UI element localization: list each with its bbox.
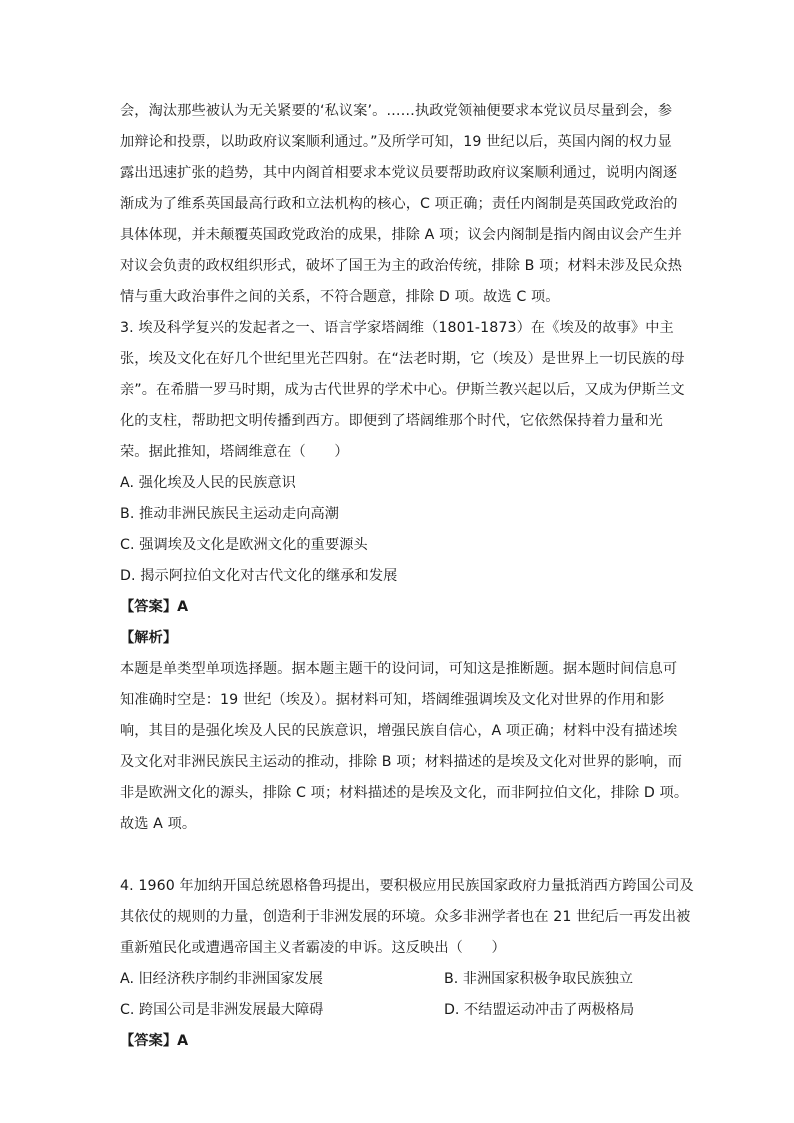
option-a: A. 旧经济秩序制约非洲国家发展 — [120, 971, 323, 987]
text-line: 加辩论和投票，以助政府议案顺利通过。”及所学可知，19 世纪以后，英国内阁的权力显 — [120, 134, 672, 150]
text-line: 情与重大政治事件之间的关系，不符合题意，排除 D 项。故选 C 项。 — [120, 289, 560, 305]
analysis-line: 知准确时空是：19 世纪（埃及）。据材料可知，塔阔维强调埃及文化对世界的作用和影 — [120, 692, 665, 708]
previous-analysis — [120, 96, 680, 313]
text-line: 会，淘汰那些被认为无关紧要的‘私议案’。……执政党领袖便要求本党议员尽量到会，参 — [120, 103, 673, 119]
option-d: D. 揭示阿拉伯文化对古代文化的继承和发展 — [120, 568, 398, 584]
question-stem-line: 重新殖民化或遭遇帝国主义者霸凌的申诉。这反映出（ ） — [120, 940, 506, 956]
analysis-line: 响，其目的是强化埃及人民的民族意识，增强民族自信心，A 项正确；材料中没有描述埃 — [120, 723, 678, 739]
answer-label: 【答案】A — [120, 599, 189, 615]
analysis-line: 及文化对非洲民族民主运动的推动，排除 B 项；材料描述的是埃及文化对世界的影响，而 — [120, 754, 682, 770]
option-c: C. 跨国公司是非洲发展最大障碍 — [120, 1002, 324, 1018]
text-line: 露出迅速扩张的趋势，其中内阁首相要求本党议员要帮助政府议案顺利通过，说明内阁逐 — [120, 165, 678, 181]
question-4 — [120, 871, 694, 1057]
text-line: 对议会负责的政权组织形式，破坏了国王为主的政治传统，排除 B 项；材料未涉及民众热 — [120, 258, 682, 274]
question-stem-line: 4. 1960 年加纳开国总统恩格鲁玛提出，要积极应用民族国家政府力量抵消西方跨国公司及 — [120, 878, 694, 894]
text-line: 具体体现，并未颠覆英国政党政治的成果，排除 A 项；议会内阁制是指内阁由议会产生并 — [120, 227, 682, 243]
question-stem-line: 化的支柱，帮助把文明传播到西方。即便到了塔阔维那个时代，它依然保持着力量和光 — [120, 413, 663, 429]
question-3 — [120, 313, 689, 840]
option-d: D. 不结盟运动冲击了两极格局 — [444, 1002, 635, 1018]
analysis-label: 【解析】 — [120, 630, 178, 646]
option-c: C. 强调埃及文化是欧洲文化的重要源头 — [120, 537, 368, 553]
option-b: B. 推动非洲民族民主运动走向高潮 — [120, 506, 340, 522]
text-line: 渐成为了维系英国最高行政和立法机构的核心，C 项正确；责任内阁制是英国政党政治的 — [120, 196, 678, 212]
analysis-line: 故选 A 项。 — [120, 816, 197, 832]
options-row — [120, 964, 680, 995]
option-a: A. 强化埃及人民的民族意识 — [120, 475, 296, 491]
answer-label: 【答案】A — [120, 1033, 189, 1049]
question-stem-line: 3. 埃及科学复兴的发起者之一、语言学家塔阔维（1801-1873）在《埃及的故事》中主 — [120, 320, 674, 336]
question-stem-line: 张，埃及文化在好几个世纪里光芒四射。在“法老时期，它（埃及）是世界上一切民族的母 — [120, 351, 685, 367]
question-stem-line: 亲”。在希腊一罗马时期，成为古代世界的学术中心。伊斯兰教兴起以后，又成为伊斯兰文 — [120, 382, 685, 398]
analysis-line: 本题是单类型单项选择题。据本题主题干的设问词，可知这是推断题。据本题时间信息可 — [120, 661, 678, 677]
question-stem-line: 荣。据此推知，塔阔维意在（ ） — [120, 444, 349, 460]
option-b: B. 非洲国家积极争取民族独立 — [444, 971, 634, 987]
question-stem-line: 其依仗的规则的力量，创造利于非洲发展的环境。众多非洲学者也在 21 世纪后一再发出被 — [120, 909, 691, 925]
analysis-line: 非是欧洲文化的源头，排除 C 项；材料描述的是埃及文化，而非阿拉伯文化，排除 D 项。 — [120, 785, 689, 801]
options-row — [120, 995, 680, 1026]
